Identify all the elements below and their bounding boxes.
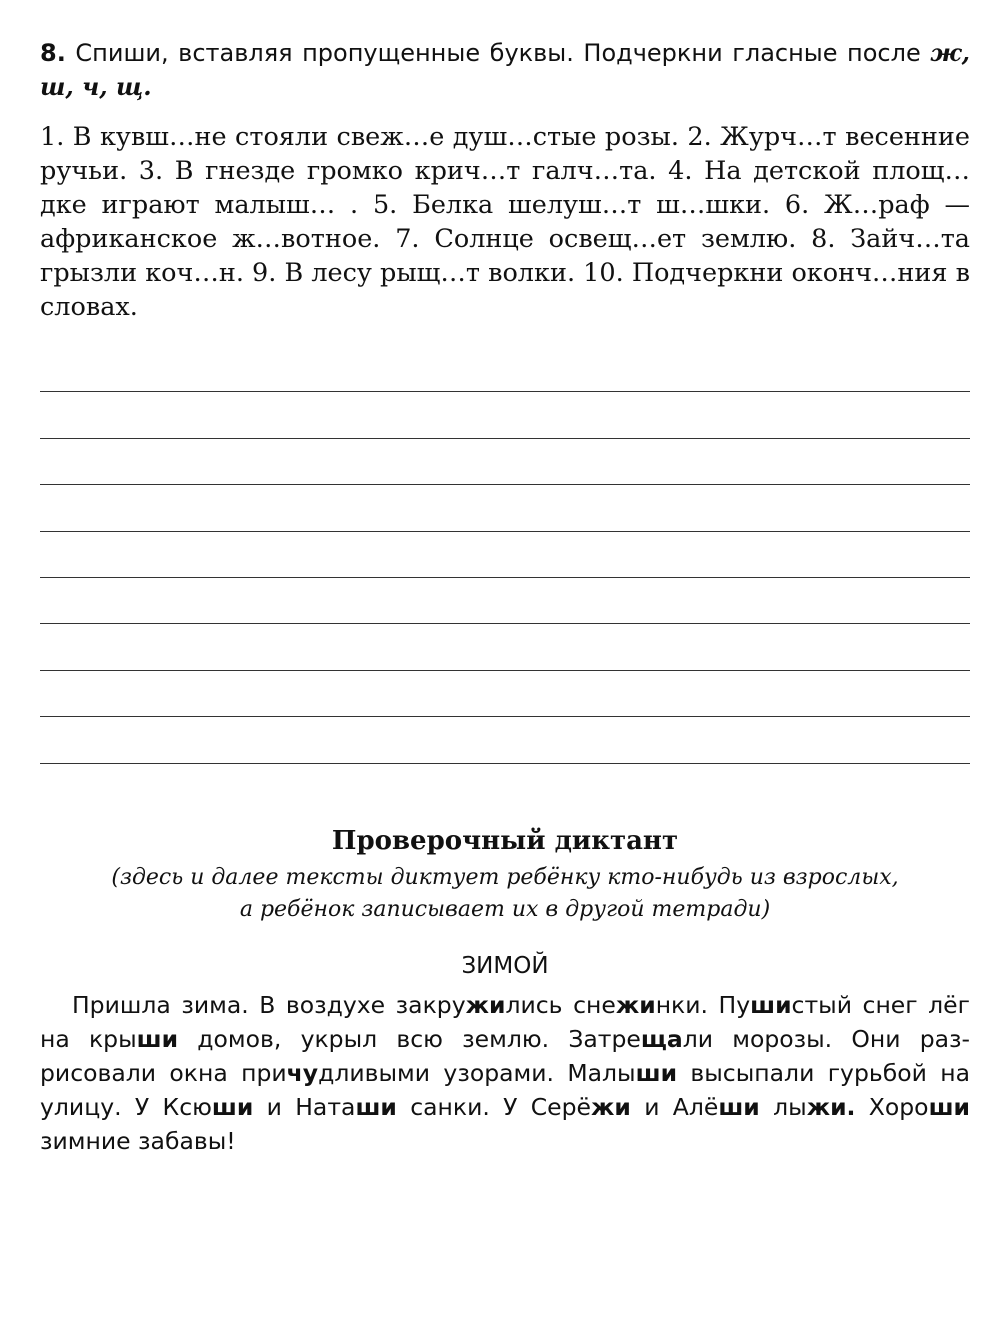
dictation-note-line-2: а ребёнок записывает их в другой тетради) <box>239 896 771 922</box>
writing-line <box>40 346 970 392</box>
story-highlight: ши <box>750 990 792 1019</box>
writing-line <box>40 717 970 763</box>
dictation-title: Проверочный диктант <box>331 825 679 856</box>
writing-line <box>40 532 970 578</box>
story-highlight: жи <box>615 990 656 1019</box>
workbook-page <box>40 36 970 1158</box>
story-text <box>40 988 970 1158</box>
story-highlight: жи <box>591 1092 631 1121</box>
writing-line <box>40 671 970 717</box>
exercise-instruction <box>40 36 970 104</box>
story-fragment: Хоро <box>855 1092 929 1121</box>
writing-lines <box>40 346 970 764</box>
story-highlight: ща <box>640 1024 683 1053</box>
story-fragment: Пришла зима. В воздухе закру <box>72 990 466 1019</box>
story-fragment: домов, укрыл всю землю. Затре <box>178 1024 641 1053</box>
story-highlight: ши <box>136 1024 179 1053</box>
story-fragment: лы <box>759 1092 807 1121</box>
story-fragment: санки. У Серё <box>396 1092 592 1121</box>
story-fragment: и Алё <box>630 1092 719 1121</box>
story-fragment: лись сне <box>505 990 616 1019</box>
writing-line <box>40 439 970 485</box>
story-highlight: ши <box>718 1092 760 1121</box>
story-highlight: ши <box>211 1092 254 1121</box>
writing-line <box>40 578 970 624</box>
writing-line <box>40 624 970 670</box>
dictation-note-line-1: (здесь и далее тексты диктует ребёнку кто-нибудь из взрослых, <box>111 864 899 890</box>
story-highlight: жи. <box>806 1092 856 1121</box>
story-fragment: нки. Пу <box>655 990 751 1019</box>
writing-line <box>40 485 970 531</box>
story-fragment: стый снег лёг на кры <box>40 990 970 1053</box>
story-title: ЗИМОЙ <box>461 952 549 979</box>
writing-line <box>40 392 970 438</box>
story-highlight: ши <box>928 1092 970 1121</box>
story-highlight: жи <box>465 990 506 1019</box>
story-fragment: и Ната <box>253 1092 356 1121</box>
story-highlight: ши <box>355 1092 397 1121</box>
story-fragment: ли морозы. Они разрисовали окна при <box>40 1024 970 1087</box>
exercise-instruction-text: Спиши, вставляя пропущенные буквы. Подчеркни гласные после <box>75 39 921 67</box>
story-fragment: дливыми узорами. Малы <box>318 1058 636 1087</box>
dictation-note <box>40 862 970 926</box>
exercise-sentences: 1. В кувш…не стояли свеж…е душ…стые розы. 2. Журч…т весенние ручьи. 3. В гнезде громко крич…т галч…та. 4. На детской площ…дке играют малыш… . 5. Белка шелуш…т ш…шки. 6. Ж…раф — африканское ж…вотное. 7. Солнце освещ…ет землю. 8. Зайч…та грызли коч…н. 9. В лесу рыщ…т волки. 10. Подчеркни оконч…ния в словах. <box>40 122 970 322</box>
exercise-letters: ж, ш, ч, щ. <box>40 38 970 101</box>
story-fragment: высыпали гурьбой на улицу. У Ксю <box>40 1058 970 1121</box>
story-fragment: зимние забавы! <box>40 1126 236 1155</box>
story-highlight: чу <box>286 1058 319 1087</box>
exercise-number: 8. <box>40 39 66 67</box>
story-highlight: ши <box>635 1058 678 1087</box>
